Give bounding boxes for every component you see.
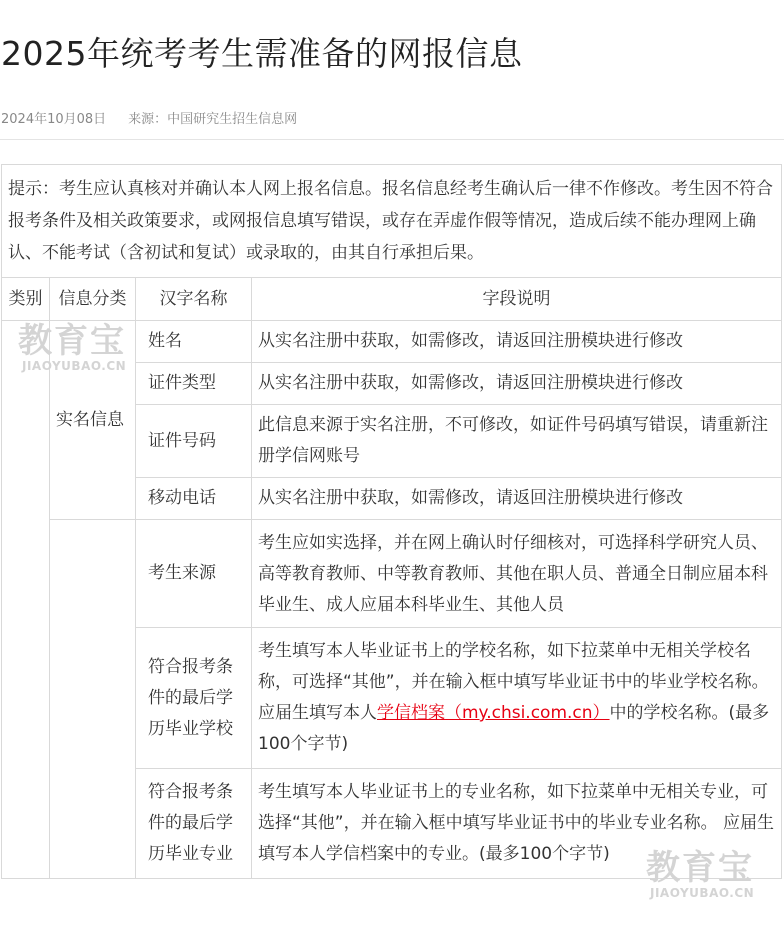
group-other-cell xyxy=(50,520,136,879)
watermark-sub: JIAOYUBAO.CN xyxy=(22,359,127,373)
watermark-main: 教育宝 xyxy=(646,848,754,888)
desc-line1: 考生填写本人毕业证书上的学校名称，如下拉菜单中无相关学校名称，可选择“其他”，并在输入框中填写毕业证书中的毕业学校名称。 xyxy=(258,641,769,692)
field-description: 此信息来源于实名注册，不可修改，如证件号码填写错误，请重新注册学信网账号 xyxy=(252,405,782,478)
watermark-main: 教育宝 xyxy=(18,321,126,361)
header-description: 字段说明 xyxy=(252,278,782,321)
article-meta xyxy=(1,108,297,127)
field-description: 考生应如实选择，并在网上确认时仔细核对，可选择科学研究人员、高等教育教师、中等教育教师、其他在职人员、普通全日制应届本科毕业生、成人应届本科毕业生、其他人员 xyxy=(252,520,782,628)
field-description xyxy=(252,628,782,769)
page-title: 2025年统考考生需准备的网报信息 xyxy=(1,34,523,73)
desc-line2-pre: 应届生填写本人 xyxy=(258,703,377,723)
article-source: 来源：中国研究生招生信息网 xyxy=(128,112,298,127)
field-name: 符合报考条件的最后学历毕业专业 xyxy=(136,769,252,879)
field-name: 考生来源 xyxy=(136,520,252,628)
desc-line2-post: 中的学校名称。(最多100个字节) xyxy=(258,703,770,754)
title-divider xyxy=(0,139,784,140)
group-real-name: 实名信息 xyxy=(50,321,136,520)
watermark-sub: JIAOYUBAO.CN xyxy=(650,886,755,900)
field-name: 姓名 xyxy=(136,321,252,363)
tip-text: 提示：考生应认真核对并确认本人网上报名信息。报名信息经考生确认后一律不作修改。考生因不符合报考条件及相关政策要求，或网报信息填写错误，或存在弄虚作假等情况，造成后续不能办理网上确认、不能考试（含初试和复试）或录取的，由其自行承担后果。 xyxy=(2,165,782,278)
field-name: 证件号码 xyxy=(136,405,252,478)
tip-row xyxy=(2,165,782,278)
header-field-name: 汉字名称 xyxy=(136,278,252,321)
header-category: 类别 xyxy=(2,278,50,321)
header-info-class: 信息分类 xyxy=(50,278,136,321)
table-row xyxy=(2,321,782,363)
field-description: 考生填写本人毕业证书上的专业名称，如下拉菜单中无相关专业，可选择“其他”，并在输入框中填写毕业证书中的毕业专业名称。 应届生填写本人学信档案中的专业。(最多100个字节) xyxy=(252,769,782,879)
field-name: 证件类型 xyxy=(136,363,252,405)
table-row xyxy=(2,520,782,628)
field-description: 从实名注册中获取，如需修改，请返回注册模块进行修改 xyxy=(252,363,782,405)
field-description: 从实名注册中获取，如需修改，请返回注册模块进行修改 xyxy=(252,321,782,363)
field-name: 符合报考条件的最后学历毕业学校 xyxy=(136,628,252,769)
publish-date: 2024年10月08日 xyxy=(1,112,107,127)
registration-info-table xyxy=(1,164,782,879)
field-description: 从实名注册中获取，如需修改，请返回注册模块进行修改 xyxy=(252,478,782,520)
chsi-archive-link[interactable]: 学信档案（my.chsi.com.cn） xyxy=(377,703,610,723)
category-cell xyxy=(2,321,50,879)
field-name: 移动电话 xyxy=(136,478,252,520)
header-row xyxy=(2,278,782,321)
